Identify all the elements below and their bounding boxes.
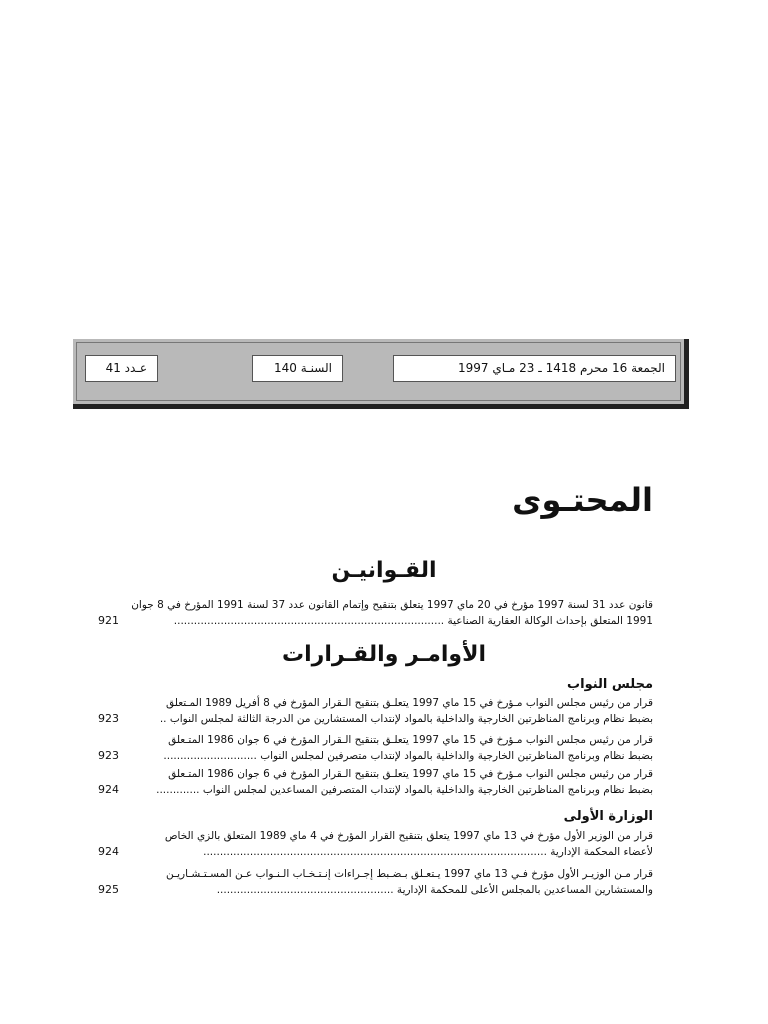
toc-entry-page-number: 923: [98, 749, 119, 762]
section-title-laws: القـوانيـن: [331, 558, 437, 583]
toc-entry[interactable]: [98, 828, 653, 860]
toc-entry-line: قانون عدد 31 لسنة 1997 مؤرخ في 20 ماي 1997 يتعلق بتنقيح وإتمام القانون عدد 37 لسنة 1991 المؤرخ في 8 جوان: [131, 599, 653, 611]
toc-entry-line: بضبط نظام وبرنامج المناظرتين الخارجية والداخلية بالمواد لإنتداب متصرفين لمجلس النواب ............................: [163, 750, 653, 762]
toc-entry[interactable]: [98, 732, 653, 764]
toc-entry-page-number: 923: [98, 712, 119, 725]
toc-entry-line: بضبط نظام وبرنامج المناظرتين الخارجية والداخلية بالمواد لإنتداب المتصرفين المساعدين لمجلس النواب .............: [156, 784, 653, 796]
toc-entry-line: قرار من الوزير الأول مؤرخ في 13 ماي 1997 يتعلق بتنقيح القرار المؤرخ في 4 ماي 1989 المتعلق بالزي الخاص: [164, 830, 653, 842]
toc-entry-line: 1991 المتعلق بإحداث الوكالة العقارية الصناعية .................................................................................: [173, 615, 653, 627]
toc-entry-page-number: 924: [98, 845, 119, 858]
toc-entry-page-number: 921: [98, 614, 119, 627]
toc-entry-line: والمستشارين المساعدين بالمجلس الأعلى للمحكمة الإدارية .....................................................: [216, 884, 653, 896]
section-title-orders: الأوامـر والقـرارات: [282, 642, 486, 667]
contents-title: المحتـوى: [512, 481, 653, 519]
toc-entry[interactable]: [98, 597, 653, 629]
publication-year: السنـة 140: [252, 355, 343, 382]
issue-header-band: [73, 339, 689, 409]
toc-entry-line: قرار من رئيس مجلس النواب مـؤرخ في 15 ماي 1997 يتعلـق بتنقيح الـقرار المؤرخ في 6 جوان 1986 المتـعلق: [168, 768, 653, 780]
toc-entry-page-number: 925: [98, 883, 119, 896]
subsection-title-parliament: مجلس النواب: [567, 677, 653, 692]
toc-entry[interactable]: [98, 866, 653, 898]
toc-entry-line: قرار من رئيس مجلس النواب مـؤرخ في 15 ماي 1997 يتعلـق بتنقيح الـقرار المؤرخ في 6 جوان 1986 المتـعلق: [168, 734, 653, 746]
toc-entry-page-number: 924: [98, 783, 119, 796]
toc-entry-line: بضبط نظام وبرنامج المناظرتين الخارجية والداخلية بالمواد لإنتداب المستشارين من الدرجة الثالثة لمجلس النواب ..: [159, 713, 653, 725]
subsection-title-prime-ministry: الوزارة الأولى: [563, 809, 653, 824]
toc-entry[interactable]: [98, 766, 653, 798]
toc-entry-line: قرار من رئيس مجلس النواب مـؤرخ في 15 ماي 1997 يتعلـق بتنقيح الـقرار المؤرخ في 8 أفريل 1989 المـتعلق: [166, 697, 653, 709]
toc-entry[interactable]: [98, 695, 653, 727]
issue-number: عـدد 41: [85, 355, 158, 382]
publication-date: الجمعة 16 محرم 1418 ـ 23 مـاي 1997: [393, 355, 676, 382]
toc-entry-line: لأعضاء المحكمة الإدارية .......................................................................................................: [203, 846, 653, 858]
toc-entry-line: قرار مـن الوزيـر الأول مؤرخ فـي 13 ماي 1997 يـتعـلق بـضـبط إجـراءات إنـتـخـاب الـنـواب عـن المسـتـشـاريـن: [166, 868, 653, 880]
